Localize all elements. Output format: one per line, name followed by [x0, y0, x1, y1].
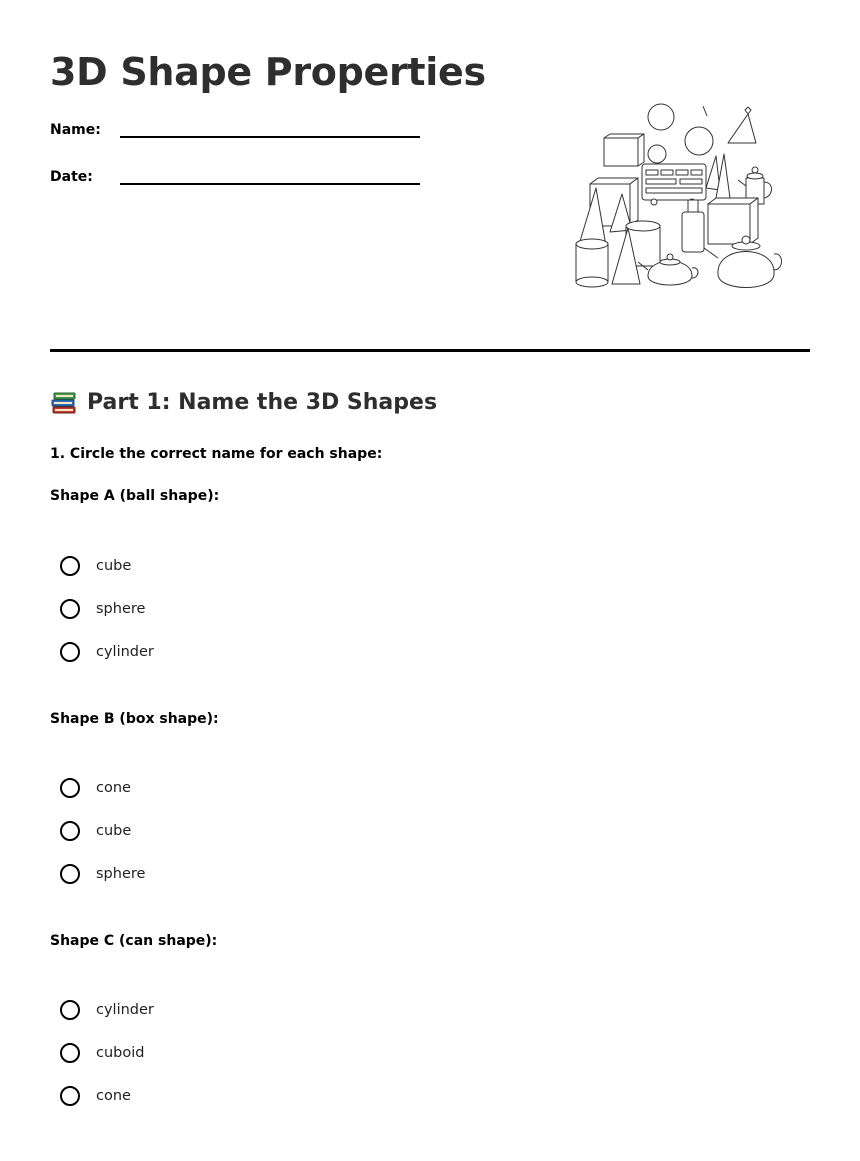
shape-a-option-cylinder[interactable] [60, 639, 154, 665]
3d-shapes-illustration [570, 98, 786, 298]
shape-b-label: Shape B (box shape): [50, 711, 219, 727]
option-label: sphere [96, 866, 146, 882]
books-icon [50, 388, 78, 416]
option-label: sphere [96, 601, 146, 617]
date-field-row [50, 169, 430, 199]
page-title: 3D Shape Properties [50, 50, 486, 94]
option-label: cube [96, 558, 132, 574]
option-label: cuboid [96, 1045, 145, 1061]
shape-c-label: Shape C (can shape): [50, 933, 218, 949]
name-field-row [50, 122, 430, 152]
section-divider [50, 349, 810, 352]
shape-a-label: Shape A (ball shape): [50, 488, 220, 504]
part1-heading [50, 388, 437, 416]
radio-circle[interactable] [60, 556, 80, 576]
radio-circle[interactable] [60, 642, 80, 662]
shape-a-option-sphere[interactable] [60, 596, 145, 622]
radio-circle[interactable] [60, 1000, 80, 1020]
option-label: cone [96, 1088, 131, 1104]
radio-circle[interactable] [60, 821, 80, 841]
option-label: cube [96, 823, 132, 839]
shape-b-option-sphere[interactable] [60, 861, 145, 887]
question-1-instruction: 1. Circle the correct name for each shape: [50, 446, 383, 462]
radio-circle[interactable] [60, 1043, 80, 1063]
shape-b-option-cone[interactable] [60, 775, 131, 801]
option-label: cylinder [96, 1002, 154, 1018]
name-input-line[interactable] [120, 136, 420, 138]
shape-b-option-cube[interactable] [60, 818, 131, 844]
shape-a-option-cube[interactable] [60, 553, 131, 579]
option-label: cylinder [96, 644, 154, 660]
part1-heading-text: Part 1: Name the 3D Shapes [87, 389, 438, 415]
name-label: Name: [50, 122, 101, 138]
date-input-line[interactable] [120, 183, 420, 185]
radio-circle[interactable] [60, 778, 80, 798]
option-label: cone [96, 780, 131, 796]
shape-c-option-cuboid[interactable] [60, 1040, 144, 1066]
radio-circle[interactable] [60, 599, 80, 619]
date-label: Date: [50, 169, 93, 185]
radio-circle[interactable] [60, 1086, 80, 1106]
shape-c-option-cone[interactable] [60, 1083, 131, 1109]
radio-circle[interactable] [60, 864, 80, 884]
shape-c-option-cylinder[interactable] [60, 997, 154, 1023]
